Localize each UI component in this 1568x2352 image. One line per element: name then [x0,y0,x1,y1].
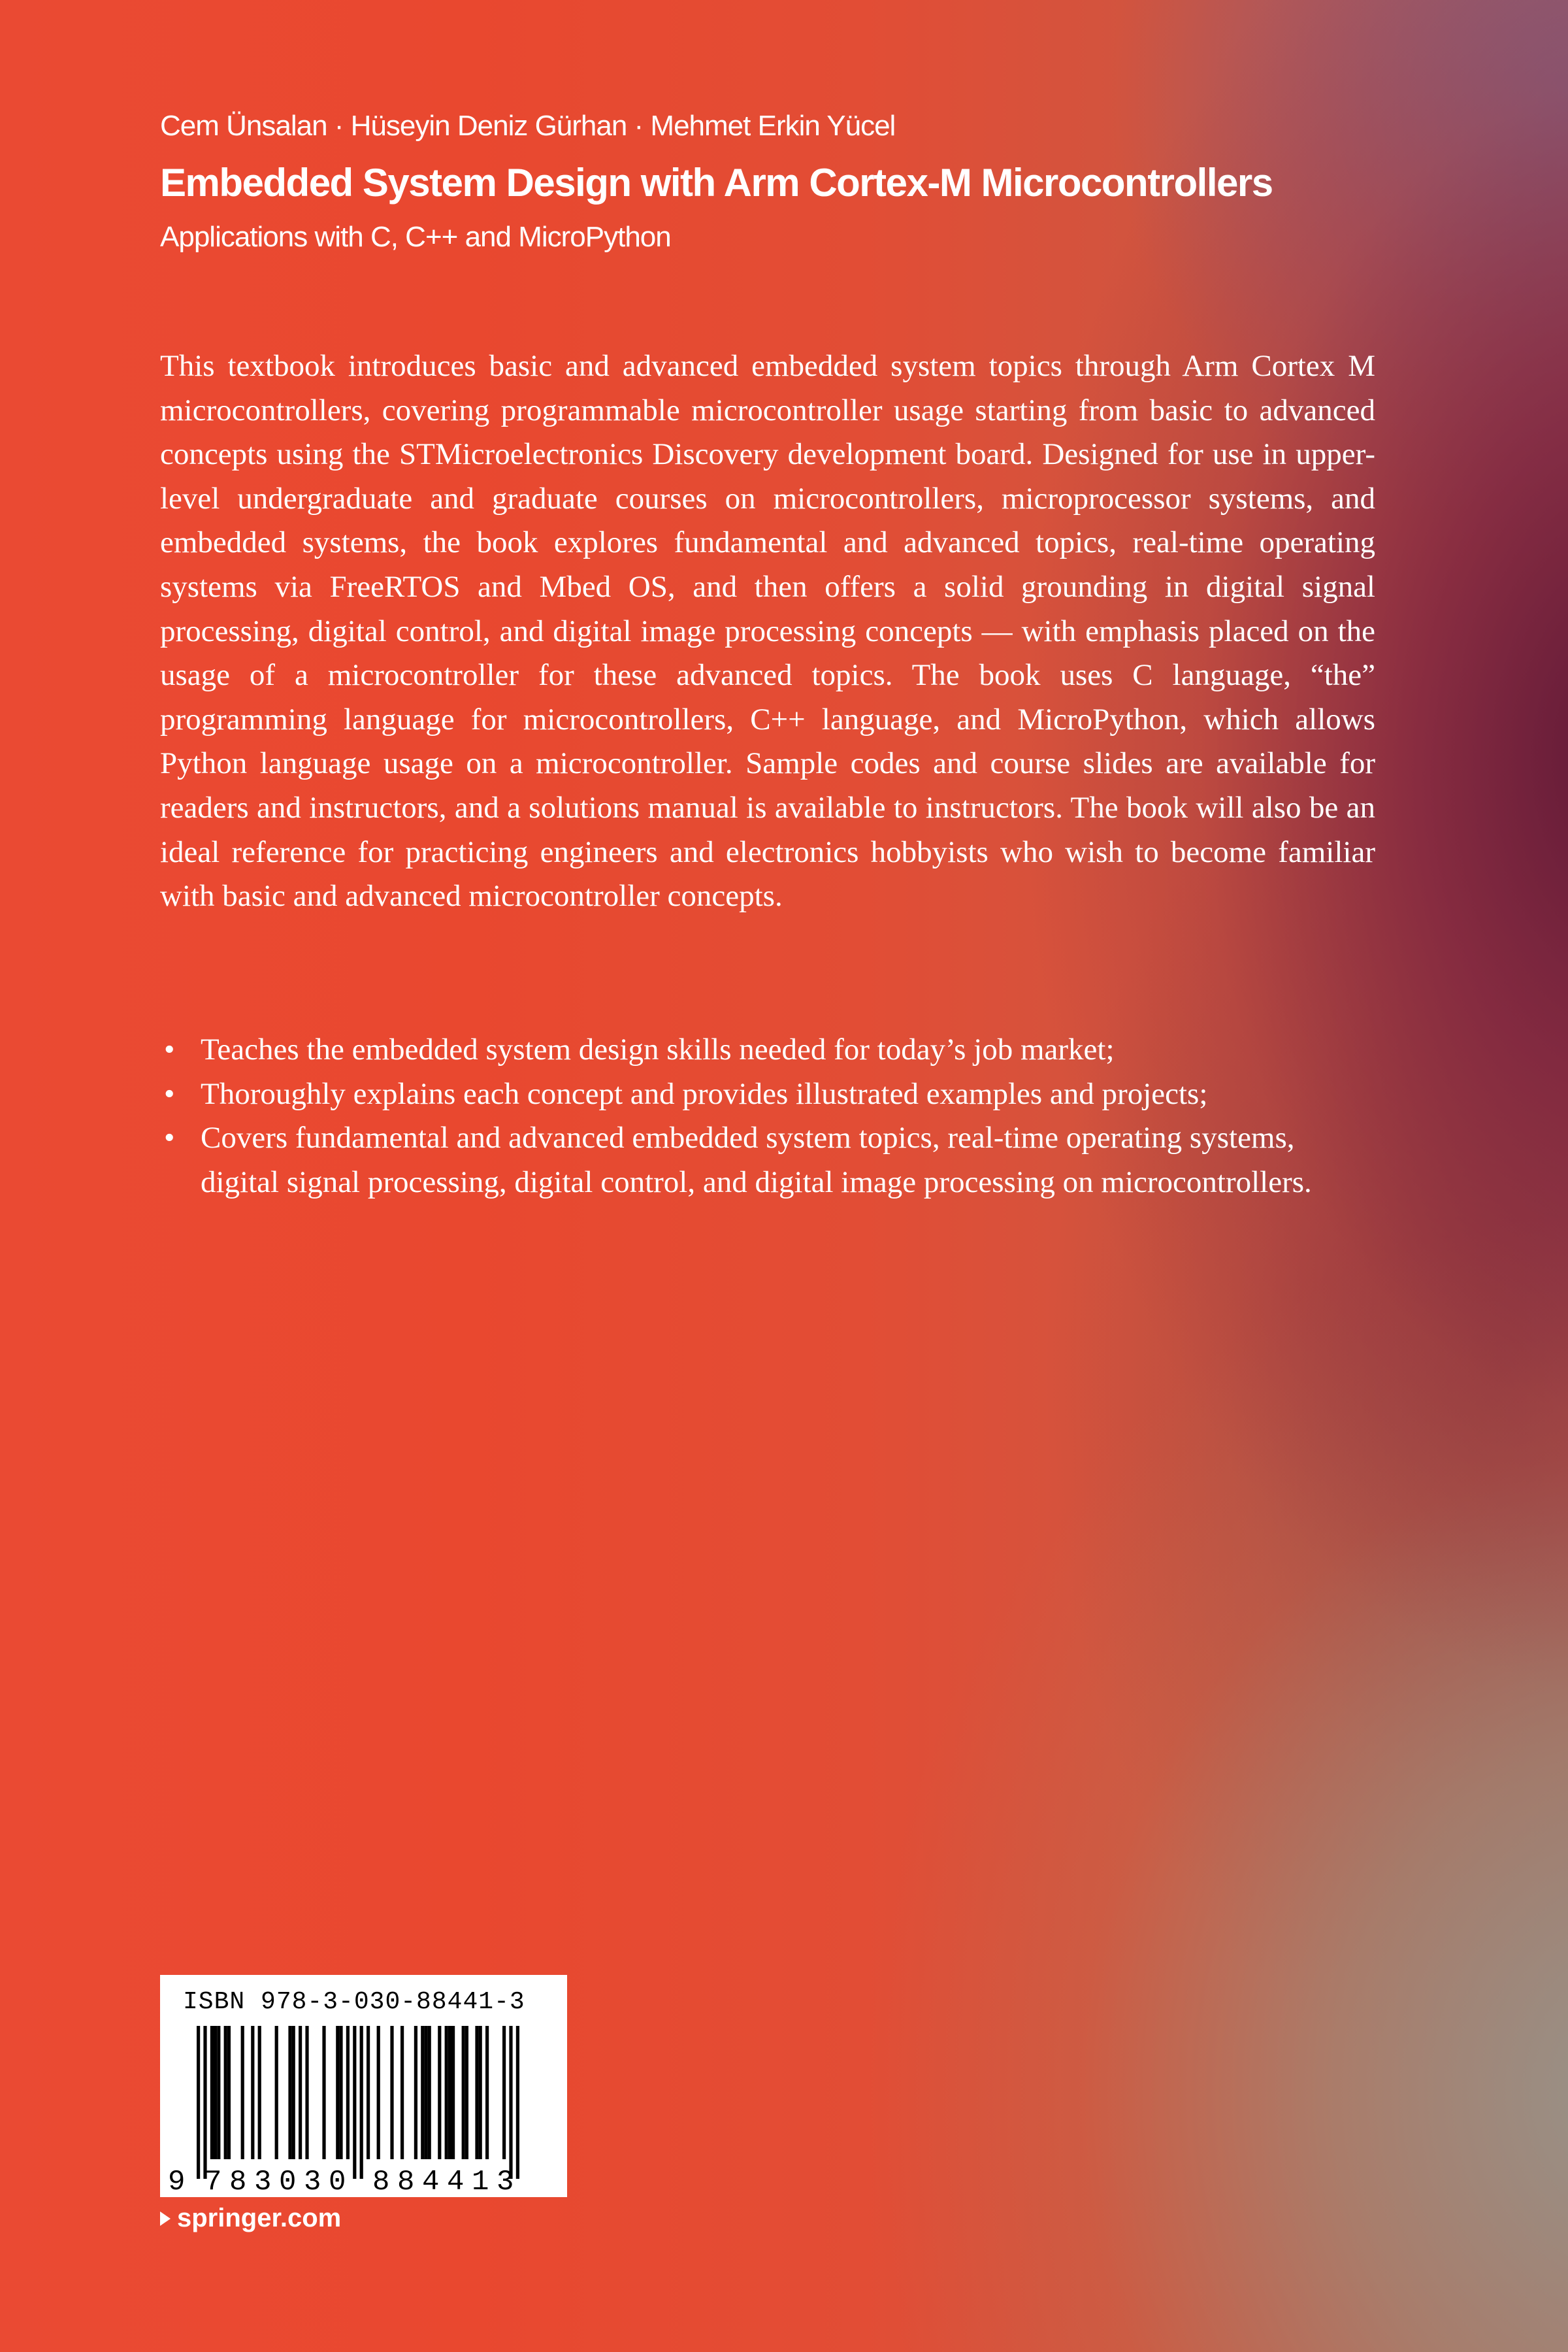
barcode-bar [258,2026,261,2159]
book-title: Embedded System Design with Arm Cortex-M Microcontrollers [160,161,1273,205]
barcode-bar [485,2026,489,2159]
barcode-digit: 4 [447,2166,465,2197]
barcode-bar [214,2026,217,2159]
bullet-marker: • [164,1121,175,1155]
barcode-bar [336,2026,339,2159]
barcode-bar [377,2026,380,2159]
barcode-digit: 0 [329,2166,346,2197]
triangle-arrow-icon [160,2211,171,2226]
barcode-digit: 8 [372,2166,390,2197]
barcode-bar [299,2026,302,2159]
barcode-bar [203,2026,206,2179]
barcode-bar [414,2026,417,2159]
barcode-bar [210,2026,214,2159]
barcode-bar [360,2026,363,2179]
barcode-digit: 8 [229,2166,247,2197]
barcode-bar [353,2026,356,2179]
barcode-digit: 8 [397,2166,415,2197]
publisher-link-text[interactable]: springer.com [177,2204,342,2232]
barcode-bar [462,2026,465,2159]
feature-text: Covers fundamental and advanced embedded system topics, real-time operating systems, digital signal processing, digital control, and digital image processing on microcontrollers. [201,1121,1312,1199]
barcode-bar [275,2026,278,2159]
barcode-bar [479,2026,482,2159]
feature-item [160,1116,1375,1204]
barcode-first-digit: 9 [168,2166,186,2197]
book-description: This textbook introduces basic and advanced embedded system topics through Arm Cortex M microcontrollers, covering programmable microcontroller usage starting from basic to advanced concepts using the STMicroelectronics Discovery development board. Designed for use in upper-level undergraduate and graduate courses on microcontrollers, microprocessor systems, and embedded systems, the book explores fundamental and advanced topics, real-time operating systems via FreeRTOS and Mbed OS, and then offers a solid grounding in digital signal processing, digital control, and digital image processing concepts — with emphasis placed on the usage of a microcontroller for these advanced topics. The book uses C language, “the” programming language for microcontrollers, C++ language, and MicroPython, which allows Python language usage on a microcontroller. Sample codes and course slides are available for readers and instructors, and a solutions manual is available to instructors. The book will also be an ideal reference for practicing engineers and electronics hobbyists who wish to become familiar with basic and advanced microcontroller concepts. [160,349,1375,914]
isbn-label: ISBN 978-3-030-88441-3 [183,1988,525,2016]
barcode-bar [288,2026,291,2159]
feature-list [160,1028,1375,1204]
barcode-bar [217,2026,220,2159]
feature-text: Thoroughly explains each concept and provides illustrated examples and projects; [201,1076,1208,1111]
barcode-bar [305,2026,308,2159]
barcode-bar [241,2026,244,2159]
barcode-bar [516,2026,519,2179]
barcode-digit: 0 [279,2166,297,2197]
barcode-bar [475,2026,478,2159]
barcode-digit: 1 [472,2166,489,2197]
barcode-bar [428,2026,431,2159]
barcode-bar [465,2026,468,2159]
feature-item [160,1028,1375,1072]
barcode-image [160,1975,567,2197]
barcode-bar [509,2026,512,2179]
barcode-bar [400,2026,404,2159]
barcode-bar [421,2026,424,2159]
barcode-bar [292,2026,295,2159]
publisher-link[interactable] [160,2204,341,2233]
barcode-digit: 4 [422,2166,440,2197]
barcode-bar [251,2026,254,2159]
barcode-bar [448,2026,451,2159]
feature-item [160,1072,1375,1117]
barcode-bar [224,2026,227,2159]
barcode-bar [390,2026,393,2159]
barcode-bar [424,2026,427,2159]
barcode-bar [445,2026,448,2159]
bullet-marker: • [164,1033,175,1067]
barcode-bar [339,2026,342,2159]
barcode-digit: 3 [497,2166,514,2197]
bullet-marker: • [164,1076,175,1111]
barcode-bar [438,2026,441,2159]
barcode-bar [227,2026,231,2159]
barcode-bar [197,2026,200,2179]
barcode-digit: 3 [254,2166,272,2197]
barcode-bar [451,2026,455,2159]
barcode-digit: 7 [204,2166,222,2197]
barcode-bars [197,2026,519,2179]
barcode-bar [367,2026,370,2159]
barcode-digit: 3 [304,2166,321,2197]
isbn-barcode [160,1975,567,2197]
barcode-bar [502,2026,506,2159]
book-subtitle: Applications with C, C++ and MicroPython [160,221,671,253]
authors-line: Cem Ünsalan · Hüseyin Deniz Gürhan · Mehmet Erkin Yücel [160,110,896,142]
feature-text: Teaches the embedded system design skills needed for today’s job market; [201,1033,1115,1067]
barcode-bar [346,2026,350,2159]
barcode-bar [322,2026,325,2159]
